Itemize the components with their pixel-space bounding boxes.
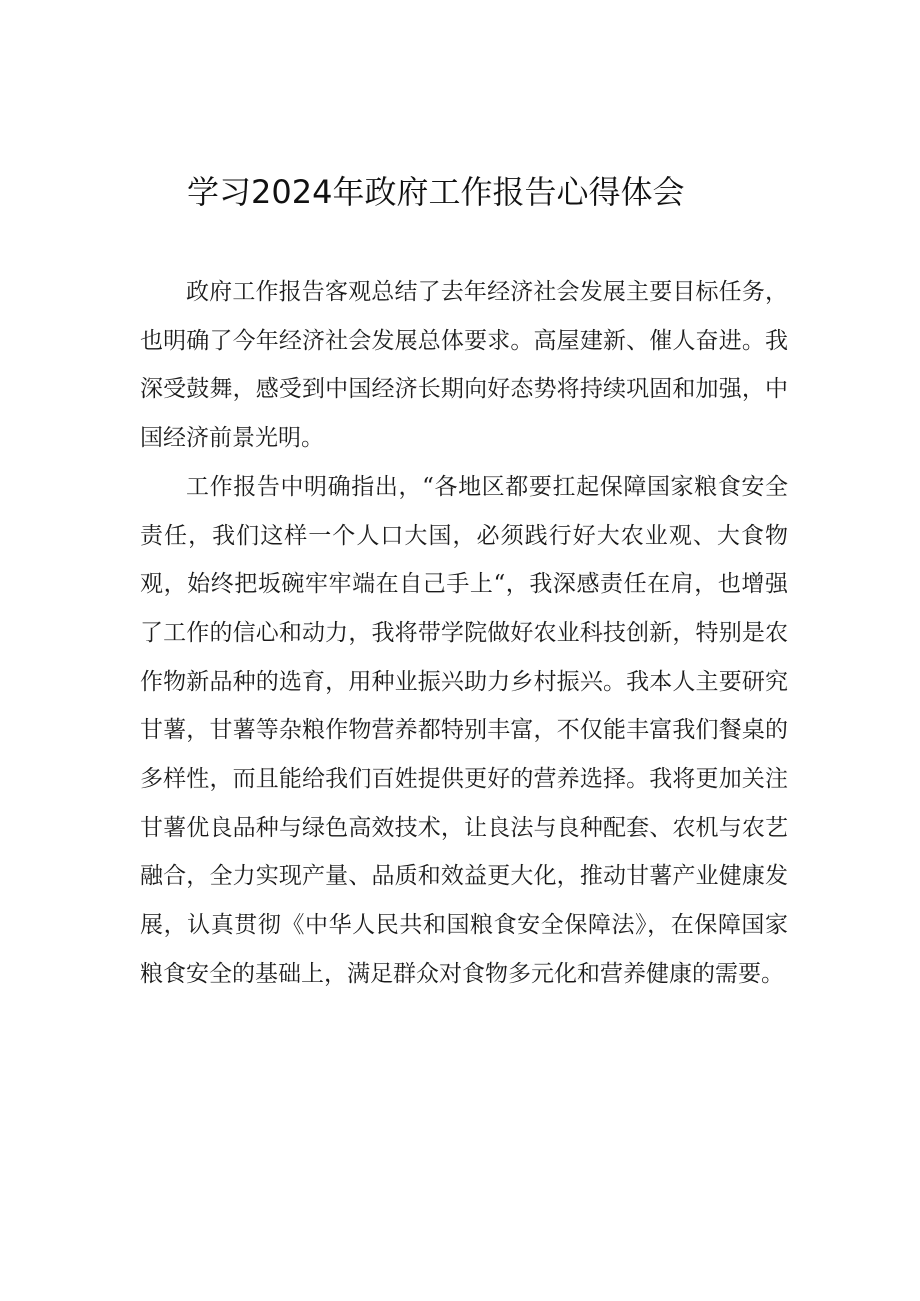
document-body: [140, 268, 788, 999]
paragraph-1: 政府工作报告客观总结了去年经济社会发展主要目标任务，也明确了今年经济社会发展总体要求。高屋建新、催人奋进。我深受鼓舞，感受到中国经济长期向好态势将持续巩固和加强，中国经济前景光明。: [140, 279, 788, 452]
document-title: 学习2024年政府工作报告心得体会: [187, 173, 685, 211]
paragraph-2: 工作报告中明确指出，“各地区都要扛起保障国家粮食安全责任，我们这样一个人口大国，必须践行好大农业观、大食物观，始终把坂碗牢牢端在自己手上“，我深感责任在肩，也增强了工作的信心和动力，我将带学院做好农业科技创新，特别是农作物新品种的选育，用种业振兴助力乡村振兴。我本人主要研究甘薯，甘薯等杂粮作物营养都特别丰富，不仅能丰富我们餐桌的多样性，而且能给我们百姓提供更好的营养选择。我将更加关注甘薯优良品种与绿色高效技术，让良法与良种配套、农机与农艺融合，全力实现产量、品质和效益更大化，推动甘薯产业健康发展，认真贯彻《中华人民共和国粮食安全保障法》，在保障国家粮食安全的基础上，满足群众对食物多元化和营养健康的需要。: [140, 473, 788, 987]
